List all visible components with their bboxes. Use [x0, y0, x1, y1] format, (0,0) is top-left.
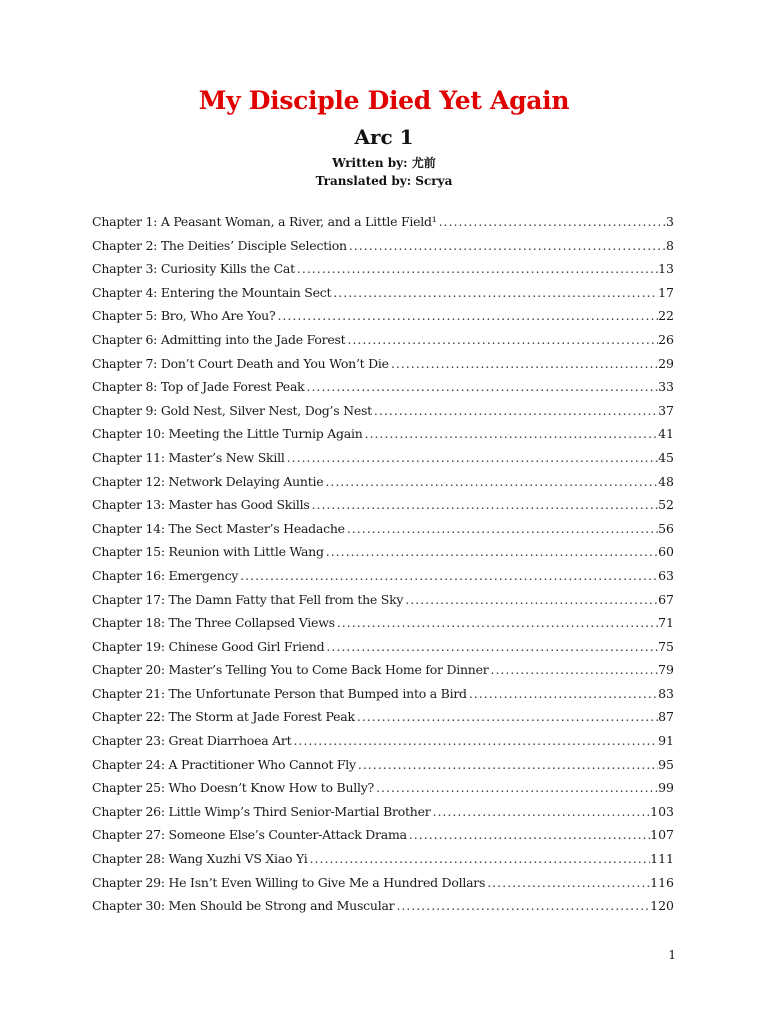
toc-entry[interactable] [92, 259, 674, 283]
toc-entry-title[interactable]: Chapter 30: Men Should be Strong and Muscular [92, 898, 395, 914]
toc-entry[interactable] [92, 424, 674, 448]
toc-entry[interactable] [92, 637, 674, 661]
toc-entry-page-number[interactable]: 120 [650, 898, 674, 914]
toc-dot-leader [372, 401, 658, 420]
toc-entry[interactable] [92, 236, 674, 260]
toc-entry-page-number[interactable]: 91 [658, 733, 674, 749]
toc-entry-page-number[interactable]: 22 [658, 308, 674, 324]
table-of-contents [92, 212, 674, 920]
arc-heading: Arc 1 [354, 125, 414, 149]
toc-dot-leader [437, 212, 666, 231]
toc-entry-title[interactable]: Chapter 13: Master has Good Skills [92, 497, 310, 513]
toc-entry-page-number[interactable]: 26 [658, 331, 674, 347]
toc-dot-leader [467, 684, 658, 703]
toc-entry-title[interactable]: Chapter 29: He Isn’t Even Willing to Give Me a Hundred Dollars [92, 874, 486, 890]
toc-entry-title[interactable]: Chapter 28: Wang Xuzhi VS Xiao Yi [92, 851, 308, 867]
toc-entry-title[interactable]: Chapter 23: Great Diarrhoea Art [92, 733, 292, 749]
translator-credit: Translated by: Scrya [315, 174, 453, 188]
toc-dot-leader [363, 424, 659, 443]
toc-entry-title[interactable]: Chapter 26: Little Wimp’s Third Senior-Martial Brother [92, 803, 431, 819]
page-number: 1 [668, 948, 676, 962]
toc-entry-page-number[interactable]: 29 [658, 355, 674, 371]
toc-entry[interactable] [92, 566, 674, 590]
toc-entry[interactable] [92, 755, 674, 779]
toc-entry[interactable] [92, 519, 674, 543]
toc-entry-title[interactable]: Chapter 25: Who Doesn’t Know How to Bully? [92, 780, 375, 796]
toc-entry-page-number[interactable]: 45 [658, 449, 674, 465]
toc-entry[interactable] [92, 873, 674, 897]
toc-entry-title[interactable]: Chapter 7: Don’t Court Death and You Won’t Die [92, 355, 389, 371]
toc-entry-title[interactable]: Chapter 10: Meeting the Little Turnip Again [92, 426, 363, 442]
toc-entry-page-number[interactable]: 13 [658, 261, 674, 277]
toc-dot-leader [238, 566, 658, 585]
toc-dot-leader [308, 849, 651, 868]
toc-entry-title[interactable]: Chapter 21: The Unfortunate Person that Bumped into a Bird [92, 685, 467, 701]
toc-dot-leader [403, 590, 658, 609]
toc-dot-leader [291, 731, 658, 750]
toc-entry-page-number[interactable]: 48 [658, 473, 674, 489]
toc-entry-page-number[interactable]: 99 [658, 780, 674, 796]
toc-entry-title[interactable]: Chapter 6: Admitting into the Jade Forest [92, 331, 346, 347]
toc-entry[interactable] [92, 613, 674, 637]
toc-entry-page-number[interactable]: 63 [658, 567, 674, 583]
toc-entry-title[interactable]: Chapter 9: Gold Nest, Silver Nest, Dog’s Nest [92, 402, 372, 418]
toc-entry-title[interactable]: Chapter 15: Reunion with Little Wang [92, 544, 324, 560]
toc-entry-page-number[interactable]: 60 [658, 544, 674, 560]
document-title: My Disciple Died Yet Again [198, 86, 570, 115]
toc-entry-title[interactable]: Chapter 4: Entering the Mountain Sect [92, 284, 332, 300]
toc-entry-page-number[interactable]: 71 [658, 615, 674, 631]
author-credit: Written by: 尤前 [332, 156, 436, 170]
toc-entry-page-number[interactable]: 52 [658, 497, 674, 513]
toc-dot-leader [389, 354, 658, 373]
toc-entry-page-number[interactable]: 111 [650, 851, 674, 867]
toc-entry[interactable] [92, 212, 674, 236]
toc-entry[interactable] [92, 401, 674, 425]
toc-entry[interactable] [92, 283, 674, 307]
toc-entry-page-number[interactable]: 75 [658, 638, 674, 654]
toc-dot-leader [331, 283, 658, 302]
toc-dot-leader [355, 707, 658, 726]
toc-entry-page-number[interactable]: 87 [658, 709, 674, 725]
toc-dot-leader [356, 755, 658, 774]
toc-dot-leader [407, 825, 650, 844]
toc-entry-title[interactable]: Chapter 11: Master’s New Skill [92, 449, 285, 465]
toc-entry-title[interactable]: Chapter 17: The Damn Fatty that Fell from the Sky [92, 591, 404, 607]
toc-entry[interactable] [92, 354, 674, 378]
toc-dot-leader [324, 637, 658, 656]
toc-entry[interactable] [92, 377, 674, 401]
toc-entry[interactable] [92, 660, 674, 684]
toc-entry-page-number[interactable]: 8 [666, 237, 674, 253]
toc-entry[interactable] [92, 306, 674, 330]
toc-entry-title[interactable]: Chapter 24: A Practitioner Who Cannot Fly [92, 756, 356, 772]
toc-entry[interactable] [92, 802, 674, 826]
toc-entry-title[interactable]: Chapter 18: The Three Collapsed Views [92, 615, 335, 631]
toc-entry-page-number[interactable]: 37 [658, 402, 674, 418]
toc-entry[interactable] [92, 495, 674, 519]
toc-dot-leader [285, 448, 659, 467]
toc-dot-leader [275, 306, 658, 325]
toc-entry-title[interactable]: Chapter 3: Curiosity Kills the Cat [92, 261, 295, 277]
toc-dot-leader [335, 613, 658, 632]
toc-entry[interactable] [92, 778, 674, 802]
toc-dot-leader [347, 236, 666, 255]
toc-dot-leader [304, 377, 658, 396]
toc-entry[interactable] [92, 542, 674, 566]
toc-entry[interactable] [92, 448, 674, 472]
toc-entry[interactable] [92, 896, 674, 920]
toc-entry-title[interactable]: Chapter 22: The Storm at Jade Forest Peak [92, 709, 355, 725]
toc-entry-title[interactable]: Chapter 19: Chinese Good Girl Friend [92, 638, 325, 654]
toc-entry-page-number[interactable]: 67 [658, 591, 674, 607]
toc-entry[interactable] [92, 590, 674, 614]
toc-dot-leader [485, 873, 650, 892]
toc-entry-page-number[interactable]: 95 [658, 756, 674, 772]
toc-entry-title[interactable]: Chapter 16: Emergency [92, 567, 239, 583]
toc-entry-page-number[interactable]: 79 [658, 662, 674, 678]
toc-entry[interactable] [92, 472, 674, 496]
toc-entry[interactable] [92, 330, 674, 354]
toc-dot-leader [323, 472, 658, 491]
toc-entry-page-number[interactable]: 41 [658, 426, 674, 442]
toc-entry-title[interactable]: Chapter 27: Someone Else’s Counter-Attack Drama [92, 827, 407, 843]
toc-entry-title[interactable]: Chapter 12: Network Delaying Auntie [92, 473, 324, 489]
toc-dot-leader [430, 802, 650, 821]
toc-entry-page-number[interactable]: 17 [658, 284, 674, 300]
toc-dot-leader [310, 495, 659, 514]
toc-entry-page-number[interactable]: 107 [650, 827, 674, 843]
toc-entry-title[interactable]: Chapter 14: The Sect Master’s Headache [92, 520, 345, 536]
toc-entry-title[interactable]: Chapter 2: The Deities’ Disciple Selection [92, 237, 347, 253]
toc-entry[interactable] [92, 825, 674, 849]
toc-entry-page-number[interactable]: 3 [666, 214, 674, 229]
toc-entry-title[interactable]: Chapter 20: Master’s Telling You to Come Back Home for Dinner [92, 662, 489, 678]
toc-dot-leader [295, 259, 658, 278]
toc-entry-page-number[interactable]: 33 [658, 379, 674, 395]
toc-entry[interactable] [92, 684, 674, 708]
toc-entry-page-number[interactable]: 56 [658, 520, 674, 536]
toc-dot-leader [374, 778, 658, 797]
toc-entry[interactable] [92, 849, 674, 873]
toc-dot-leader [345, 519, 658, 538]
toc-dot-leader [324, 542, 658, 561]
toc-entry-title[interactable]: Chapter 1: A Peasant Woman, a River, and a Little Field¹ [92, 214, 437, 229]
toc-entry-page-number[interactable]: 83 [658, 685, 674, 701]
toc-entry-page-number[interactable]: 116 [650, 874, 674, 890]
toc-dot-leader [345, 330, 658, 349]
toc-entry-title[interactable]: Chapter 5: Bro, Who Are You? [92, 308, 276, 324]
toc-dot-leader [488, 660, 658, 679]
toc-entry[interactable] [92, 707, 674, 731]
toc-entry-page-number[interactable]: 103 [650, 803, 674, 819]
toc-dot-leader [394, 896, 650, 915]
toc-entry-title[interactable]: Chapter 8: Top of Jade Forest Peak [92, 379, 305, 395]
toc-entry[interactable] [92, 731, 674, 755]
